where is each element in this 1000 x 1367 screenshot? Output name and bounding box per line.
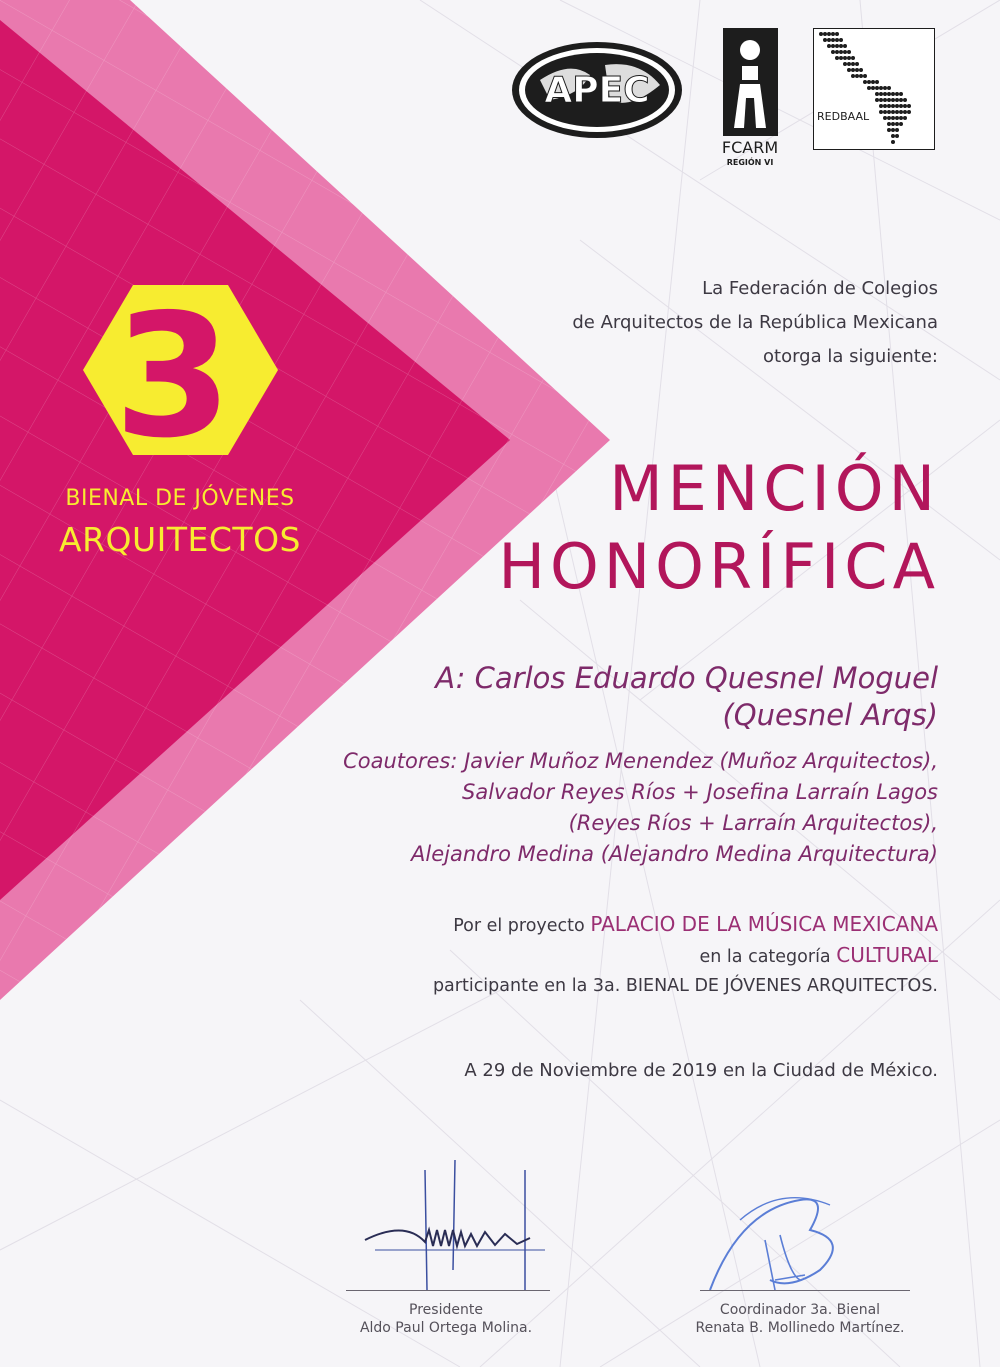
signature-line — [346, 1290, 550, 1291]
signature-line — [700, 1290, 910, 1291]
signer-role: Coordinador 3a. Bienal — [719, 1302, 881, 1318]
svg-text:APEC: APEC — [544, 70, 650, 111]
awardee-line: A: Carlos Eduardo Quesnel Moguel — [435, 661, 938, 695]
title-line: MENCIÓN — [609, 452, 940, 525]
coauthor-line: Coautores: Javier Muñoz Menendez (Muñoz Arquitectos), — [343, 749, 938, 773]
title-line: HONORÍFICA — [498, 530, 940, 603]
project-prefix: Por el proyecto — [453, 916, 585, 936]
president-signature-block — [316, 1301, 576, 1337]
category-line — [433, 941, 938, 972]
signer-role: Presidente — [409, 1302, 483, 1318]
category-prefix: en la categoría — [699, 947, 831, 967]
awardee-name — [435, 660, 938, 734]
issuer-text — [572, 272, 938, 374]
bienal-3a-logo — [68, 270, 288, 470]
svg-text:3: 3 — [113, 278, 233, 470]
project-line — [433, 910, 938, 941]
category-name: CULTURAL — [836, 943, 938, 967]
participation-line: participante en la 3a. BIENAL DE JÓVENES ARQUITECTOS. — [432, 976, 938, 996]
bienal-name-line2: ARQUITECTOS — [59, 520, 301, 559]
issuer-line: La Federación de Colegios — [702, 278, 938, 299]
svg-text:a: a — [240, 358, 260, 393]
coauthor-line: Salvador Reyes Ríos + Josefina Larraín Lagos — [462, 780, 938, 804]
signer-name: Aldo Paul Ortega Molina. — [359, 1320, 533, 1336]
svg-text:FCARM: FCARM — [721, 138, 779, 157]
issuer-line: de Arquitectos de la República Mexicana — [572, 312, 938, 333]
president-signature — [345, 1150, 545, 1300]
coauthor-line: (Reyes Ríos + Larraín Arquitectos), — [568, 811, 938, 835]
fcarm-logo — [718, 28, 783, 168]
coauthor-line: Alejandro Medina (Alejandro Medina Arquitectura) — [411, 842, 938, 866]
project-name: PALACIO DE LA MÚSICA MEXICANA — [590, 912, 938, 936]
coordinator-signature-block — [670, 1301, 930, 1337]
signer-name: Renata B. Mollinedo Martínez. — [695, 1320, 905, 1336]
apec-logo — [510, 40, 685, 140]
issuer-line: otorga la siguiente: — [763, 346, 938, 367]
coauthors — [343, 746, 938, 870]
bienal-name-line1: BIENAL DE JÓVENES — [65, 486, 295, 511]
awardee-line: (Quesnel Arqs) — [722, 698, 938, 732]
svg-text:REGIÓN VI: REGIÓN VI — [726, 158, 774, 167]
redbaal-logo — [813, 28, 935, 150]
svg-text:REDBAAL: REDBAAL — [817, 110, 870, 123]
certificate-title — [498, 450, 940, 606]
project-description — [433, 910, 938, 1001]
issue-date: A 29 de Noviembre de 2019 en la Ciudad de México. — [464, 1060, 938, 1081]
